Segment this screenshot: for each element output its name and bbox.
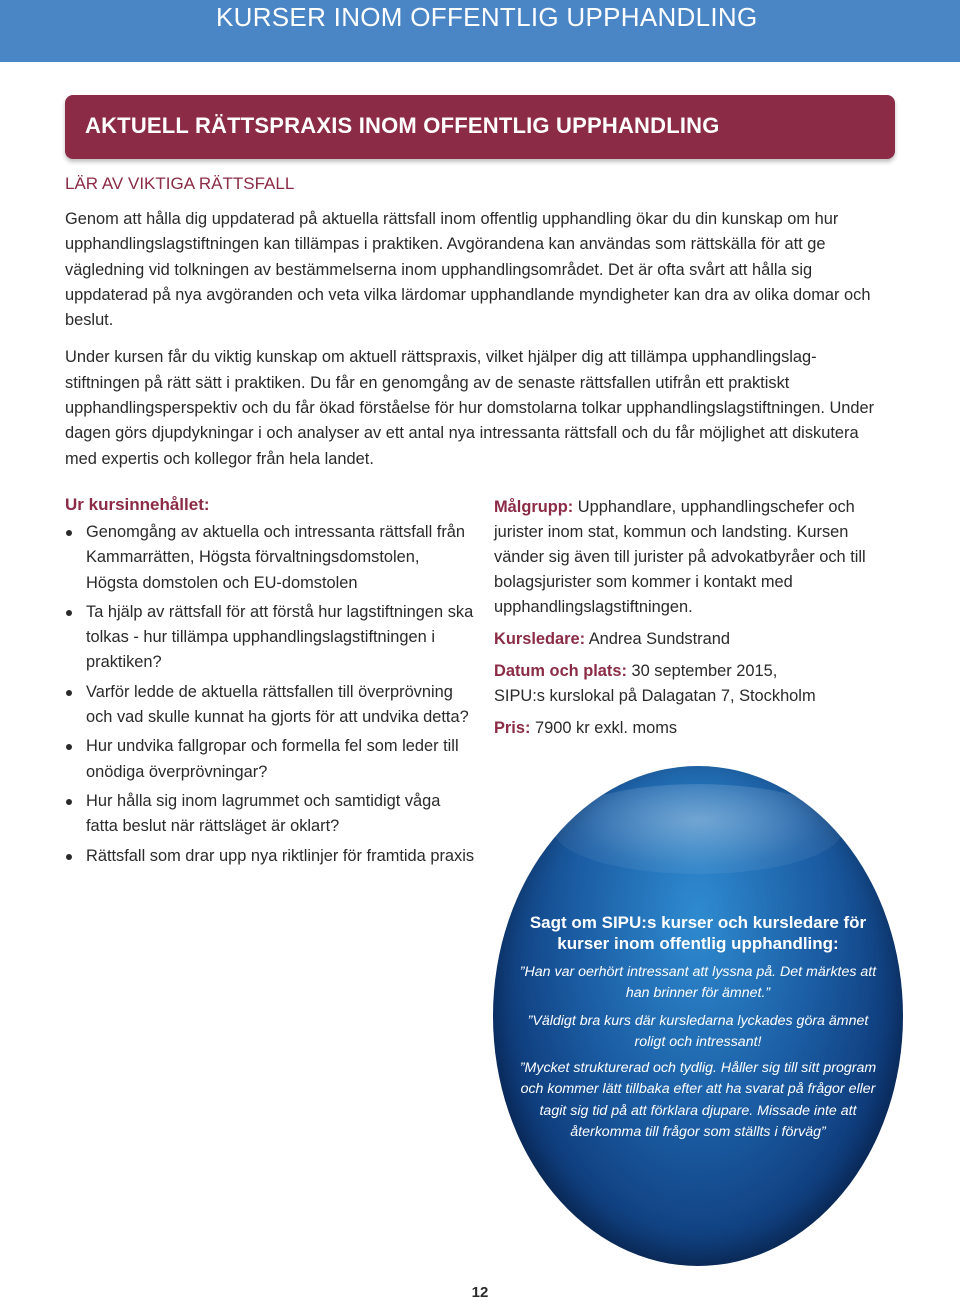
course-details-column <box>494 495 894 748</box>
header-title: KURSER INOM OFFENTLIG UPPHANDLING <box>216 2 758 32</box>
date-label: Datum och plats: <box>494 662 627 680</box>
course-content-list <box>65 520 475 869</box>
intro-paragraph: Genom att hålla dig uppdaterad på aktuella rättsfall inom offentlig upphandling ökar du din kunskap om hur upphandlingslagstiftningen kan tillämpas i praktiken. Avgörandena kan användas som rättskälla för att ge vägledning vid tolkningen av bestämmelserna inom upphandlingsområdet. Det är ofta svårt att hålla sig uppdaterad på nya avgöranden och veta vilka lärdomar upphandlande myndigheter kan dra av olika domar och beslut. <box>65 210 871 330</box>
target-group-label: Målgrupp: <box>494 498 574 516</box>
course-title-banner <box>65 95 895 159</box>
target-group <box>494 495 894 620</box>
testimonial-quote: ”Mycket strukturerad och tydlig. Håller sig till sitt program och kommer lätt tillbaka efter att ha svarat på frågor eller tagit sig tid på att förklara djupare. Missade inte att återkomma till frågor som ställts i förväg” <box>519 1060 877 1140</box>
price-value: 7900 kr exkl. moms <box>530 719 678 737</box>
course-leader <box>494 627 894 652</box>
list-item: Rättsfall som drar upp nya riktlinjer för framtida praxis <box>65 844 475 869</box>
list-item: Varför ledde de aktuella rättsfallen till överprövning och vad skulle kunnat ha gjorts för att undvika detta? <box>65 680 475 731</box>
list-item: Hur hålla sig inom lagrummet och samtidigt våga fatta beslut när rättsläget är oklart? <box>65 789 475 840</box>
page-number: 12 <box>471 1284 489 1301</box>
section-heading: LÄR AV VIKTIGA RÄTTSFALL <box>65 174 295 193</box>
course-title: AKTUELL RÄTTSPRAXIS INOM OFFENTLIG UPPHANDLING <box>85 113 720 138</box>
intro-paragraph: Under kursen får du viktig kunskap om aktuell rättspraxis, vilket hjälper dig att tillämpa upphandlingslagstiftningen på rätt sätt i praktiken. Du får en genomgång av de senaste rättsfallen utifrån ett praktiskt upphandlingsperspektiv och du får ökad förståelse för hur domstolarna tolkar upphandlingslagstiftningen. Under dagen görs djupdykningar i och analyser av ett antal nya intressanta rättsfall och du får möjlighet att diskutera med expertis och kollegor från hela landet. <box>65 348 875 468</box>
testimonial-title: Sagt om SIPU:s kurser och kursledare för kurser inom offentlig upphandling: <box>529 913 867 953</box>
price-label: Pris: <box>494 719 531 737</box>
list-item: Genomgång av aktuella och intressanta rättsfall från Kammarrätten, Högsta förvaltningsdomstolen, Högsta domstolen och EU-domstolen <box>65 520 475 596</box>
list-item: Ta hjälp av rättsfall för att förstå hur lagstiftningen ska tolkas - hur tillämpa upphandlingslagstiftningen i praktiken? <box>65 600 475 676</box>
price <box>494 716 894 741</box>
course-content-heading: Ur kursinnehållet: <box>65 495 210 514</box>
testimonial-quote: ”Han var oerhört intressant att lyssna på. Det märktes att han brinner för ämnet.” <box>519 964 877 1002</box>
testimonial-globe <box>493 766 903 1266</box>
course-leader-value: Andrea Sundstrand <box>585 630 730 648</box>
course-content-column <box>65 495 475 873</box>
course-leader-label: Kursledare: <box>494 630 586 648</box>
date-and-place <box>494 659 894 709</box>
testimonial-quote: ”Väldigt bra kurs där kursledarna lyckades göra ämnet roligt och intressant! <box>527 1013 869 1051</box>
list-item: Hur undvika fallgropar och formella fel som leder till onödiga överprövningar? <box>65 734 475 785</box>
header-bar <box>0 0 960 62</box>
date-value: 30 september 2015, <box>626 662 778 680</box>
target-group-value: Upphandlare, upphandlingschefer och jurister inom stat, kommun och landsting. Kursen vänder sig även till jurister på advokatbyråer och till bolagsjurister som kommer i kontakt med upphandlingslagstiftningen. <box>494 498 866 616</box>
intro-text <box>65 207 880 484</box>
globe-highlight <box>553 784 843 874</box>
place-value: SIPU:s kurslokal på Dalagatan 7, Stockholm <box>494 687 816 705</box>
